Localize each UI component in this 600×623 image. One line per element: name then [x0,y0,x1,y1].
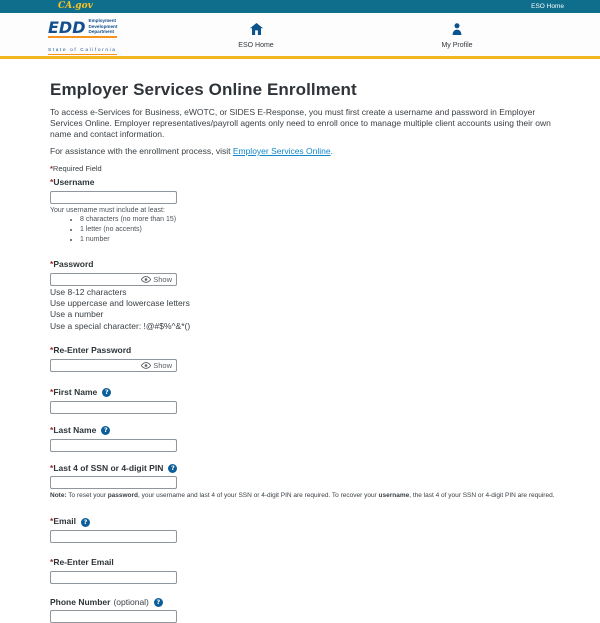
username-input[interactable] [50,191,177,204]
phone-optional-text: (optional) [113,596,149,607]
edd-tagline: State of California [48,48,117,54]
last-name-label-text: Last Name [53,424,97,435]
email-group [50,517,555,543]
password-rules [50,288,555,332]
required-asterisk: * [50,258,54,269]
reenter-password-label [50,346,555,356]
username-label [50,178,555,188]
home-icon [250,23,263,35]
password-label [50,260,555,270]
required-asterisk: * [50,556,54,567]
required-asterisk: * [50,177,54,188]
required-asterisk: * [50,164,53,174]
first-name-label-text: First Name [53,387,98,398]
password-rule: Use 8-12 characters [50,286,127,297]
assistance-suffix: . [330,145,333,156]
ssn-pin-label [50,464,555,474]
username-rules-list [50,216,555,244]
password-rule: Use uppercase and lowercase letters [50,297,190,308]
phone-input[interactable] [50,610,177,623]
phone-label-text: Phone Number [50,596,111,607]
edd-logo-top [48,18,117,38]
edd-line: Development [88,23,118,29]
reenter-email-group [50,558,555,584]
password-label-text: Password [53,258,94,269]
phone-label [50,598,555,608]
username-label-text: Username [53,177,95,188]
password-input[interactable] [51,274,139,285]
required-field-note [50,164,555,173]
required-field-label: Required Field [52,164,102,174]
first-name-input[interactable] [50,401,177,414]
note-text: , your username and last 4 of your SSN or 4-digit PIN are required. To recover your [138,492,379,500]
utility-bar [0,0,600,13]
employer-services-online-link[interactable]: Employer Services Online [232,145,331,156]
password-input-wrap [50,273,177,286]
nav-eso-home-label: ESO Home [238,42,274,49]
email-label-text: Email [53,516,76,527]
help-icon[interactable]: ? [101,426,110,435]
reenter-email-input[interactable] [50,571,177,584]
ca-gov-logo[interactable]: CA.gov [58,1,93,11]
show-button-label: Show [153,274,172,284]
note-bold: username [378,492,410,500]
email-input[interactable] [50,530,177,543]
ssn-pin-input[interactable] [50,476,177,489]
site-header [0,13,600,59]
ssn-pin-note [50,492,555,500]
edd-acronym: EDD [48,18,86,38]
phone-group [50,598,555,623]
main-content [0,59,600,623]
help-icon[interactable]: ? [168,464,177,473]
reenter-email-label-text: Re-Enter Email [53,556,114,567]
nav-my-profile-label: My Profile [441,42,473,49]
show-button-label: Show [153,361,172,371]
password-rule: Use a special character: !@#$%^&*() [50,320,191,331]
note-bold: password [107,492,139,500]
email-label [50,517,555,527]
reenter-password-input-wrap [50,359,177,372]
note-text: , the last 4 of your SSN or 4-digit PIN are required. [409,492,555,500]
required-asterisk: * [50,345,54,356]
help-icon[interactable]: ? [102,388,111,397]
required-asterisk: * [50,424,54,435]
eye-icon [141,362,151,369]
password-show-button[interactable] [139,275,176,284]
last-name-input[interactable] [50,439,177,452]
page-title: Employer Services Online Enrollment [50,80,357,99]
last-name-label [50,426,555,436]
edd-line: Employment [88,18,117,23]
ssn-pin-label-text: Last 4 of SSN or 4-digit PIN [53,462,164,473]
username-rule-item: • 1 letter (no accents) [80,226,555,234]
ssn-pin-group [50,464,555,501]
note-text: To reset your [66,492,108,500]
first-name-group [50,388,555,414]
username-rule-item: • 1 number [80,236,555,244]
help-icon[interactable]: ? [154,598,163,607]
username-rule-item: • 8 characters (no more than 15) [80,216,555,224]
reenter-password-label-text: Re-Enter Password [53,345,132,356]
help-icon[interactable]: ? [81,518,90,527]
username-rules-title: Your username must include at least: [50,206,165,214]
edd-line: Department [88,29,115,35]
last-name-group [50,426,555,452]
assistance-text [50,146,555,157]
reenter-password-show-button[interactable] [139,361,176,370]
edd-department-lines [89,18,118,35]
edd-logo[interactable] [48,18,117,56]
username-group [50,178,555,244]
required-asterisk: * [50,387,54,398]
password-group [50,260,555,331]
reenter-email-label [50,558,555,568]
assistance-prefix: For assistance with the enrollment process, visit [50,145,233,156]
eye-icon [141,276,151,283]
required-asterisk: * [50,516,54,527]
nav-eso-home[interactable] [214,22,298,49]
password-rule: Use a number [50,309,104,320]
note-bold: Note: [50,492,67,500]
intro-text: To access e-Services for Business, eWOTC, or SIDES E-Response, you must first create a username and password in Employer Services Online. Employer representatives/payroll agents only need to enroll once to manage multiple client accounts using their own name and contact information. [50,106,551,139]
utility-eso-home-link[interactable]: ESO Home [531,3,564,10]
reenter-password-input[interactable] [51,360,139,371]
first-name-label [50,388,555,398]
required-asterisk: * [50,462,54,473]
nav-my-profile[interactable] [415,22,499,49]
reenter-password-group [50,346,555,372]
person-icon [451,23,463,35]
